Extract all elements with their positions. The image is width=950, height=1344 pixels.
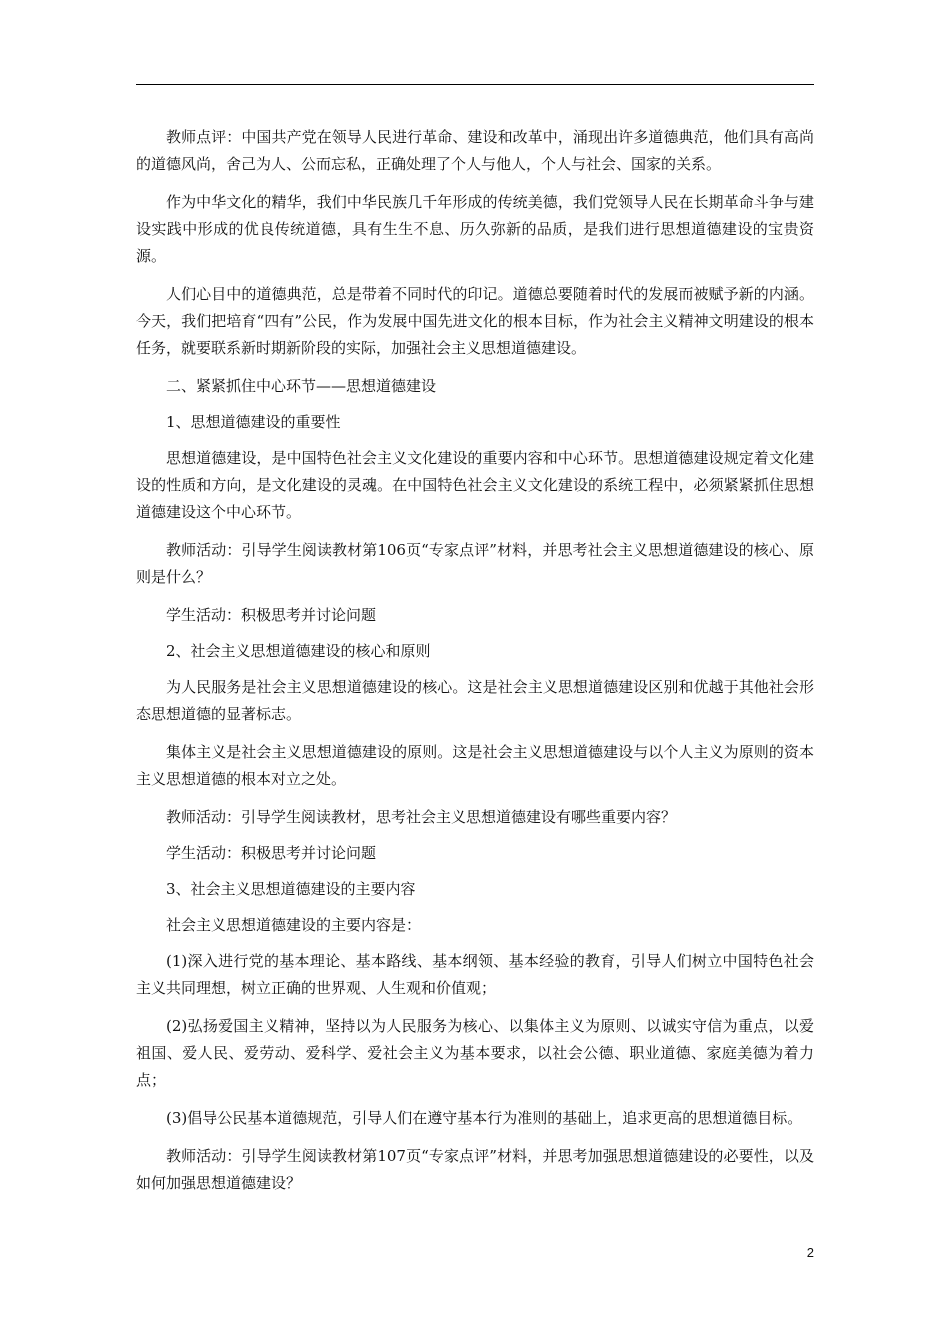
paragraph-moral-models: 人们心目中的道德典范，总是带着不同时代的印记。道德总要随着时代的发展而被赋予新的内涵。今天，我们把培育“四有”公民，作为发展中国先进文化的根本目标，作为社会主义精神文明建设的根本任务，就要联系新时期新阶段的实际，加强社会主义思想道德建设。 (136, 285, 814, 357)
paragraph-teacher-comment: 教师点评：中国共产党在领导人民进行革命、建设和改革中，涌现出许多道德典范，他们具有高尚的道德风尚，舍己为人、公而忘私，正确处理了个人与他人，个人与社会、国家的关系。 (136, 128, 814, 173)
header-rule (136, 84, 814, 85)
subheading-importance: 1、思想道德建设的重要性 (166, 413, 341, 431)
list-item-3: (3)倡导公民基本道德规范，引导人们在遵守基本行为准则的基础上，追求更高的思想道德目标。 (166, 1109, 803, 1127)
list-item-1: (1)深入进行党的基本理论、基本路线、基本纲领、基本经验的教育，引导人们树立中国特色社会主义共同理想，树立正确的世界观、人生观和价值观； (136, 952, 814, 997)
paragraph-teacher-activity-1: 教师活动：引导学生阅读教材第106页“专家点评”材料，并思考社会主义思想道德建设的核心、原则是什么？ (136, 541, 814, 586)
section-heading-2: 二、紧紧抓住中心环节——思想道德建设 (166, 377, 437, 395)
paragraph-principle: 集体主义是社会主义思想道德建设的原则。这是社会主义思想道德建设与以个人主义为原则的资本主义思想道德的根本对立之处。 (136, 743, 814, 788)
paragraph-main-content-intro: 社会主义思想道德建设的主要内容是： (166, 916, 422, 934)
paragraph-importance: 思想道德建设，是中国特色社会主义文化建设的重要内容和中心环节。思想道德建设规定着文化建设的性质和方向，是文化建设的灵魂。在中国特色社会主义文化建设的系统工程中，必须紧紧抓住思想道德建设这个中心环节。 (136, 449, 814, 521)
paragraph-traditional-virtue: 作为中华文化的精华，我们中华民族几千年形成的传统美德，我们党领导人民在长期革命斗争与建设实践中形成的优良传统道德，具有生生不息、历久弥新的品质，是我们进行思想道德建设的宝贵资源。 (136, 193, 814, 265)
list-item-2: (2)弘扬爱国主义精神，坚持以为人民服务为核心、以集体主义为原则、以诚实守信为重点，以爱祖国、爱人民、爱劳动、爱科学、爱社会主义为基本要求，以社会公德、职业道德、家庭美德为着力点； (136, 1017, 814, 1089)
subheading-main-content: 3、社会主义思想道德建设的主要内容 (166, 880, 416, 898)
subheading-core-principle: 2、社会主义思想道德建设的核心和原则 (166, 642, 431, 660)
paragraph-teacher-activity-2: 教师活动：引导学生阅读教材，思考社会主义思想道德建设有哪些重要内容？ (166, 808, 677, 826)
paragraph-teacher-activity-3: 教师活动：引导学生阅读教材第107页“专家点评”材料，并思考加强思想道德建设的必要性，以及如何加强思想道德建设？ (136, 1147, 814, 1192)
paragraph-core: 为人民服务是社会主义思想道德建设的核心。这是社会主义思想道德建设区别和优越于其他社会形态思想道德的显著标志。 (136, 678, 814, 723)
document-body (136, 124, 814, 1208)
page-number: 2 (806, 1245, 814, 1260)
paragraph-student-activity-2: 学生活动：积极思考并讨论问题 (166, 844, 377, 862)
paragraph-student-activity-1: 学生活动：积极思考并讨论问题 (166, 606, 377, 624)
